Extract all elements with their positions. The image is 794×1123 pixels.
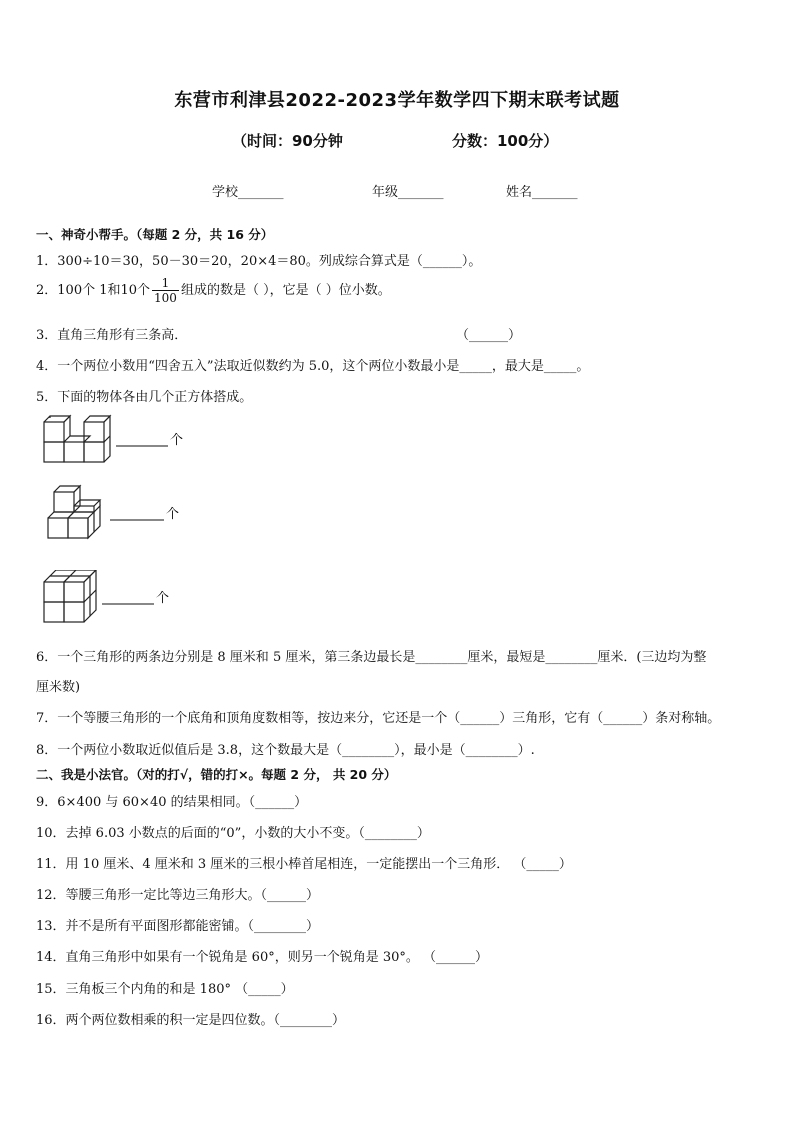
grade-field: 年级_______: [372, 185, 444, 200]
question-7: 7．一个等腰三角形的一个底角和顶角度数相等，按边来分，它还是一个（______）三角形，它有（______）条对称轴。: [36, 711, 721, 726]
question-12: 12．等腰三角形一定比等边三角形大。（______）: [36, 888, 320, 903]
question-16: 16．两个两位数相乘的积一定是四位数。（________）: [36, 1013, 346, 1028]
question-6-line-2: 厘米数): [36, 680, 81, 695]
question-3-answer-blank: （______）: [456, 328, 522, 343]
cube-figure-3: [40, 570, 190, 626]
exam-time: （时间：90分钟: [232, 132, 343, 150]
name-field: 姓名_______: [506, 185, 578, 200]
cube-3-unit: 个: [156, 591, 170, 606]
question-2: [36, 276, 391, 305]
cube-1-unit: 个: [170, 433, 184, 448]
cube-2-unit: 个: [166, 507, 180, 522]
question-14: 14．直角三角形中如果有一个锐角是 60°，则另一个锐角是 30°。 （______）: [36, 950, 489, 965]
fraction: [152, 276, 179, 305]
cube-figure-2: [40, 484, 190, 544]
question-8: 8．一个两位小数取近似值后是 3.8，这个数最大是（________），最小是（________）.: [36, 743, 535, 758]
fraction-denominator: 100: [154, 291, 177, 305]
exam-score: 分数：100分）: [452, 132, 559, 150]
section-2-heading: 二、我是小法官。（对的打√，错的打×。每题 2 分， 共 20 分）: [36, 767, 397, 782]
question-4: 4．一个两位小数用“四舍五入”法取近似数约为 5.0，这个两位小数最小是_____，最大是_____。: [36, 359, 590, 374]
school-field: 学校_______: [212, 185, 284, 200]
question-2-text-after: 组成的数是（ ），它是（ ）位小数。: [180, 283, 391, 298]
section-1-heading: 一、神奇小帮手。（每题 2 分，共 16 分）: [36, 227, 274, 242]
question-6-line-1: 6．一个三角形的两条边分别是 8 厘米和 5 厘米，第三条边最长是________厘米，最短是________厘米．(三边均为整: [36, 650, 707, 665]
question-11: 11．用 10 厘米、4 厘米和 3 厘米的三根小棒首尾相连，一定能摆出一个三角形． （_____）: [36, 857, 572, 872]
fraction-numerator: 1: [152, 276, 179, 291]
question-13: 13．并不是所有平面图形都能密铺。（________）: [36, 919, 320, 934]
question-15: 15．三角板三个内角的和是 180° （_____）: [36, 982, 294, 997]
question-1: 1．300÷10＝30，50－30＝20，20×4＝80。列成综合算式是（______）。: [36, 254, 482, 269]
question-2-text-before: 2．100个 1和10个: [36, 283, 151, 298]
question-9: 9．6×400 与 60×40 的结果相同。（______）: [36, 795, 308, 810]
question-3: 3．直角三角形有三条高．: [36, 328, 188, 343]
question-5: 5．下面的物体各由几个正方体搭成。: [36, 390, 253, 405]
exam-title: 东营市利津县2022-2023学年数学四下期末联考试题: [174, 90, 620, 111]
question-10: 10．去掉 6.03 小数点的后面的“0”，小数的大小不变。（________）: [36, 826, 430, 841]
cube-figure-1: [40, 414, 190, 466]
